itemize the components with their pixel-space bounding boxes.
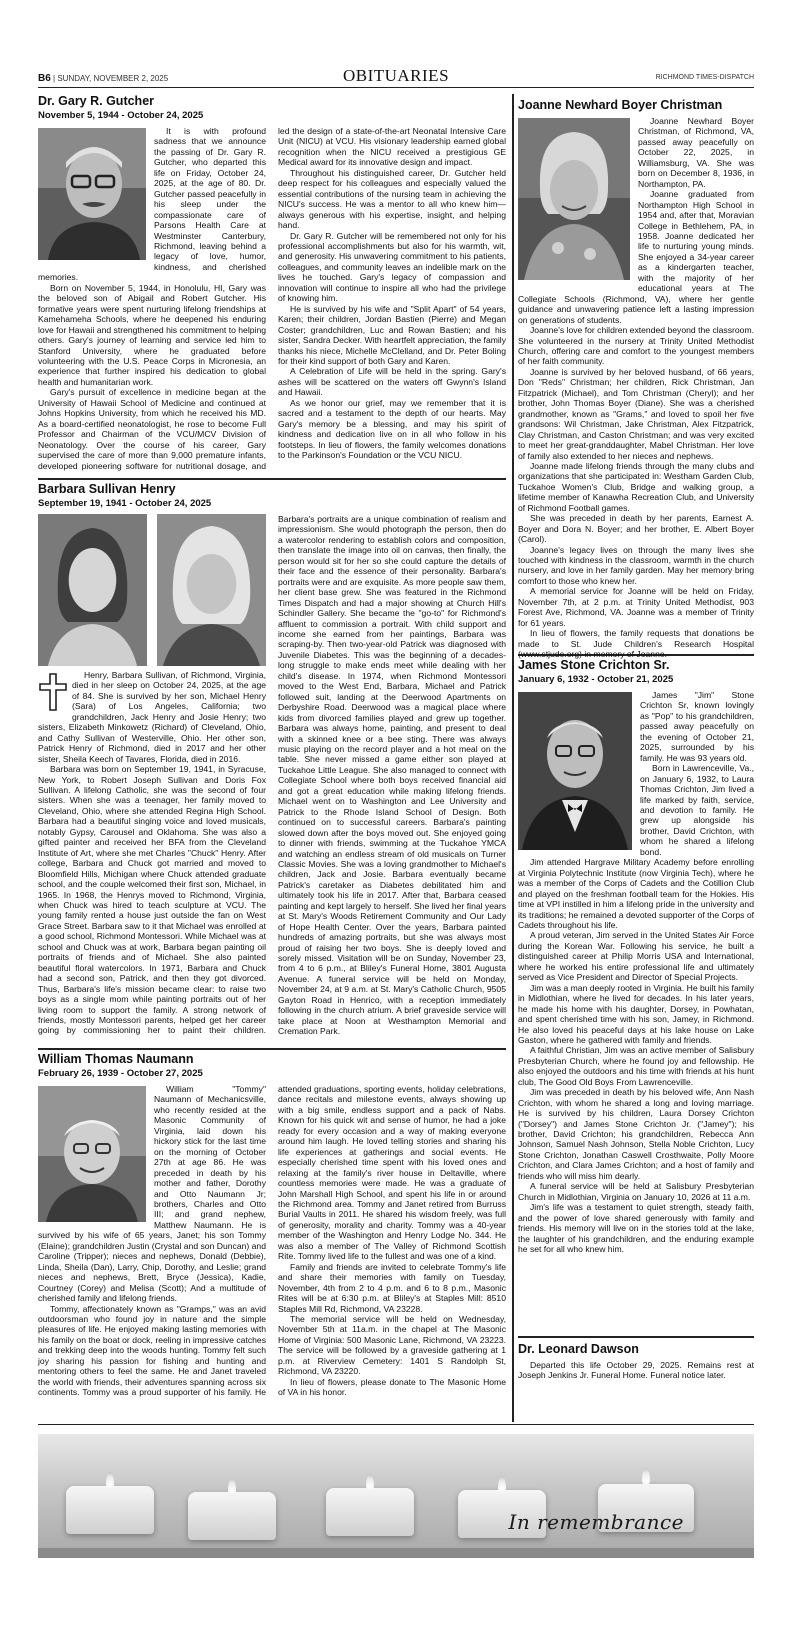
obituary-paragraph: Dr. Gary R. Gutcher will be remembered not only for his professional accomplishments but also for his warmth, wit, and generosity. His unwavering commitment to his patients, colleagues, and community leaves an indelible mark on the lives he touched. Gary's legacy of compassion and innovation will continue to inspire all who had the privilege of knowing him. xyxy=(278,230,506,304)
obituary-paragraph: He is survived by his wife and "Split Apart" of 54 years, Karen; their children, Jordan Bastien (Pierre) and Megan Coster; grandchildren, Luc and Rowan Bastien; and his sister, Sandra Decker. With heartfelt appreciation, the family thanks his niece, Michelle McClelland, and Dr. Peter Boling for their kind support of both Gary and Karen. xyxy=(278,303,506,366)
obituary-crichton xyxy=(518,658,754,1332)
obituary-paragraph: Joanne's legacy lives on through the many lives she touched with kindness in the classroom, warmth in the church nursery, and love in her family garden. May her memory bring comfort to those who knew her. xyxy=(518,544,754,586)
obituary-paragraph: Barbara was born on September 19, 1941, in Syracuse, New York, to Robert Joseph Sullivan and Doris Fox Sullivan. A lifelong Catholic, she was the second of four sisters. When she was a teenager, her family moved to Cleveland, Ohio, where she attended Regina High School. Barbara had a beautiful singing voice and loved musicals, notably Gypsy, Carousel and Oklahoma. She was also a gifted painter and received her BFA from the Cleveland Institute of Art, where she met Charles "Chuck" Henry. After college, Barbara and Chuck got married and moved to Bloomfield Hills, Michigan where Chuck attended graduate school, and the couple welcomed their first son, Michael, in 1965. In 1968, the Henrys moved to Richmond, Virginia, when Chuck was hired to teach sculpture at VCU. The young family rented a house just outside the fan on West Grace Street. Barbara saw to it that Michael was enrolled at a good school, Richmond Montessori. While Michael was at school and Chuck was at work, Barbara began painting oil portraits of friends and of Michael. She also painted beautiful floral watercolors. In 1971, Barbara and Chuck had a second son, Patrick, and then they got divorced. Thus, Barbara's life's mission became clear: to raise two boys as a single mom while painting portraits out of her living room to support the family. A strong network of friends, mostly Montessori parents, helped get her career going by commissioning her to paint their children. Barbara's portraits are a unique combination of realism and impressionism. She would photograph the person, then do a watercolor rendering to establish colors and composition, then translate the image into oil on canvas, then finally, the person would sit for her so she could capture the details of their face and the essence of their personality. Barbara's portraits were and are exquisite. As more people saw them, her client base grew. She was featured in the Richmond Times Dispatch and had a major showing at Church Hill's Schindler Gallery. She became the "go-to" for Richmond's affluent to commission a portrait. With child support and income she earned from her paintings, Barbara was scraping-by. Then two-year-old Patrick was diagnosed with Juvenile Diabetes. This was the beginning of a decades-long struggle to make ends meet while dealing with her child's disease. In 1974, when Richmond Montessori moved to the West End, Barbara, Michael and Patrick followed suit, landing at the Deerwood Apartments on Derbyshire Road. Deerwood was a magical place where kids from divorced families played and grew up together. Barbara was always home, painting, and present to deal with a skinned knee or a bee sting. There was always music playing on the record player and a hot meal on the table. She never missed a game either son played at Tuckahoe Little League. She also managed to connect with Collegiate School where both boys received financial aid and got a great education while making lifelong friends. Michael went on to Washington and Lee University and Patrick to the Rhode Island School of Design. Both continued on to successful careers. Barbara's painting slowed down after the boys moved out. She enjoyed going to dinner with friends, swimming at the Tuckahoe YMCA and watching an endless stream of old musicals on Turner Classic Movies. She was a loving grandmother to Michael's children, Jack and Josie. Barbara eventually became Patrick's caretaker as Diabetes debilitated him and ultimately took his life in 2017. After that, Barbara ceased painting and kept largely to herself. She lived her final years at St. Mary's Woods Retirement Community and Our Lady of Hope Health Center. Over the years, Barbara painted hundreds of amazing portraits, but she was always most proud of raising her two boys. She is deeply loved and sorely missed. Visitation will be on Sunday, November 23, from 4 to 6 p.m., at Bliley's Funeral Home, 3801 Augusta Avenue. A funeral service will be held on Monday, November 24, at 9 a.m. at St. Mary's Catholic Church, 9505 Gayton Road in Henrico, with a reception immediately following in the church atrium. A brief graveside service will take place at Noon at Westhampton Memorial and Cremation Park. xyxy=(38,514,506,1037)
obituary-body xyxy=(518,690,754,1254)
section-title: OBITUARIES xyxy=(342,66,450,85)
obituary-christman xyxy=(518,98,754,660)
candle-flame xyxy=(642,1468,650,1486)
obituary-henry xyxy=(38,482,506,1044)
portrait-photos xyxy=(38,514,266,666)
obituary-body xyxy=(38,126,506,471)
remembrance-banner xyxy=(38,1434,754,1558)
obituary-paragraph: A proud veteran, Jim served in the United States Air Force during the Korean War. Following his service, he built a distinguished career at Philip Morris USA and International, where he worked his entire professional life and ultimately served as Vice President and Director of Special Projects. xyxy=(518,930,754,983)
section-divider xyxy=(38,1048,506,1050)
obituary-paragraph: James "Jim" Stone Crichton Sr, known lovingly as "Pop" to his grandchildren, passed away peacefully on the evening of October 21, 2025, surrounded by his family. He was 93 years old. xyxy=(640,690,754,763)
obituary-paragraph: Throughout his distinguished career, Dr. Gutcher held deep respect for his colleagues and especially valued the essential contributions of the nursing team in achieving the NICU's success. He was a mentor to all who knew him—always generous with his expertise, insight, and helping hand. xyxy=(278,167,506,231)
candle-flame xyxy=(228,1478,236,1496)
portrait-photo xyxy=(38,128,146,260)
portrait-photo-young xyxy=(38,514,147,666)
section-divider xyxy=(38,1424,754,1425)
obituary-paragraph: Gary's pursuit of excellence in medicine began at the University of Hawaii School of Medicine and continued at Johns Hopkins University, from which he received his MD. As a board-certified neonatologist, he rose to become Full Professor and Chairman of the VCU/MCV Division of Neonatology. Over the course of his career, Gary supervised the care of more than 9,000 premature infants, developed pioneering software for nutritional dosage, and led the design of a state-of-the-art Neonatal Intensive Care Unit (NICU) at VCU. His visionary leadership earned global recognition when the NICU received a prestigious GE Medical award for its innovative design and impact. xyxy=(38,126,506,471)
obituary-dates: November 5, 1944 - October 24, 2025 xyxy=(38,110,204,121)
obituary-paragraph: A faithful Christian, Jim was an active member of Salisbury Presbyterian Church, where he found joy and fellowship. He also enjoyed the outdoors and his time with friends at his hunt club, The Good Old Boys From Lawrenceville. xyxy=(518,1045,754,1087)
obituary-name: Barbara Sullivan Henry xyxy=(38,482,176,496)
candle-flame xyxy=(366,1474,374,1492)
obituary-dates: January 6, 1932 - October 21, 2025 xyxy=(518,674,674,685)
obituary-paragraph: Jim's life was a testament to quiet strength, steady faith, and the power of love shared generously with family and friends. His memory will live on in the stories told at the lake, the laughter of his grandchildren, and the enduring example he set for all who knew him. xyxy=(518,1202,754,1255)
obituary-name: Joanne Newhard Boyer Christman xyxy=(518,98,723,112)
page-dateline: B6 | SUNDAY, NOVEMBER 2, 2025 xyxy=(38,73,169,84)
section-divider xyxy=(518,1336,754,1338)
portrait-photo xyxy=(38,1086,146,1222)
candle-image xyxy=(326,1488,414,1536)
obituary-dates: September 19, 1941 - October 24, 2025 xyxy=(38,498,212,509)
obituary-paragraph: Joanne Newhard Boyer Christman, of Richmond, VA, passed away peacefully on October 22, 2025, in Williamsburg, VA. She was born on December 8, 1936, in Northampton, PA. xyxy=(638,116,754,189)
obituary-paragraph: Jim was a man deeply rooted in Virginia. He built his family in Midlothian, where he lived for decades. In his later years, he made his home with his daughter, Dorsey, in Powhatan, and spent cherished time with his son, Jamey, in Richmond. He also loved his peaceful days at his lake house on Lake Gaston, where he gathered with family and friends. xyxy=(518,982,754,1045)
candle-flame xyxy=(106,1472,114,1490)
obituary-paragraph: As we honor our grief, may we remember that it is sacred and a testament to the depth of our hearts. May Gary's memory be a blessing, and may his spirit of kindness and dedication live on in all who follow in his footsteps. In lieu of flowers, the family welcomes donations to the Parkinson's Foundation or the VCU NICU. xyxy=(278,397,506,461)
candle-image xyxy=(66,1486,154,1534)
obituary-paragraph: It is with profound sadness that we announce the passing of Dr. Gary R. Gutcher, who departed this life on Friday, October 24, 2025, at the age of 80. Dr. Gutcher passed peacefully in his sleep under the compassionate care of Parsons Health Care at Westminster Canterbury, Richmond, leaving behind a legacy of love, humor, kindness, and cherished memories. xyxy=(38,126,266,283)
candle-flame xyxy=(498,1476,506,1494)
obituary-paragraph: Family and friends are invited to celebrate Tommy's life and share their memories with family on Tuesday, November, 4th from 2 to 4 p.m. and 6 to 8 p.m., Masonic Rites will be at 6:30 p.m. at Bliley's at Staples Mill: 8510 Staples Mill Rd, Richmond, VA 23228. xyxy=(278,1261,506,1314)
obituary-body xyxy=(38,514,506,1037)
obituary-paragraph: Joanne graduated from Northampton High School in 1954 and, after that, Moravian College in Bethlehem, PA, in 1958. Joanne dedicated her life to nurturing young minds. She enjoyed a 34-year career as a kindergarten teacher, with the majority of her educational years at The Collegiate Schools (Richmond, VA), where her gentle guidance and unwavering patience left a lasting impression on generations of students. xyxy=(518,189,754,325)
obituary-paragraph: A funeral service will be held at Salisbury Presbyterian Church in Midlothian, Virginia on January 10, 2026 at 11 a.m. xyxy=(518,1181,754,1202)
issue-date: SUNDAY, NOVEMBER 2, 2025 xyxy=(57,74,169,83)
obituary-paragraph: Henry, Barbara Sullivan, of Richmond, Virginia, died in her sleep on October 24, 2025, at the age of 84. She is survived by her son, Michael Henry (Sara) of Los Angeles, California; two grandchildren, Jack Henry and Josie Henry; two sisters, Elizabeth Minkowetz (Richard) of Cleveland, Ohio, and Cathy Sullivan of Westerville, Ohio. Her other son, Patrick Henry of Richmond, died in 2017 and her other sister, Sheila Keech of Tavares, Florida, died in 2016. xyxy=(38,670,266,764)
cross-icon xyxy=(38,672,68,712)
obituary-paragraph: In lieu of flowers, please donate to The Masonic Home of VA in his honor. xyxy=(278,1376,506,1398)
obituary-paragraph: Born in Lawrenceville, Va., on January 6, 1932, to Laura Thomas Crichton, Jim lived a life marked by faith, service, and devotion to family. He grew up alongside his brother, David Crichton, with whom he shared a lifelong bond. xyxy=(640,763,754,857)
obituary-paragraph: Jim was preceded in death by his beloved wife, Ann Nash Crichton, with whom he shared a long and loving marriage. He is survived by his children, Laura Dorsey Crichton ("Dorsey") and James Stone Crichton Jr. ("Jamey"); his brother, David Crichton; his grandchildren, Rebecca Ann Johnson, Samuel Nash Johnson, Stella Noble Crichton, Lucy Stone Crichton, Jonathan Caswell Crosthwaite, Polly Moore Crichton, and Clara James Crichton; and a host of family and friends who will miss him dearly. xyxy=(518,1087,754,1181)
page-header xyxy=(38,66,754,88)
obituary-paragraph: Tommy, affectionately known as "Gramps," was an avid outdoorsman who found joy in nature and the simple pleasures of life. He enjoyed making lasting memories with his family on the boat or dock, reeling in impressive catches and trekking deep into the woods hunting. Tommy felt such joy sharing his passion for fishing and hunting and mentoring others to feel the same. He and Janet traveled the world with friends, their adventures spanning across six continents. Tommy was a proud supporter of his family. He attended graduations, sporting events, holiday celebrations, dance recitals and milestone events, always showing up with a big smile, endless support and a pack of Nabs. Known for his quick wit and sense of humor, he had a joke ready for every occasion and a way of making everyone around him laugh. He loved telling stories and sharing his life experiences at gatherings and social events. He especially cherished time spent with his loved ones and relaxing at the family's river house in Deltaville, where countless memories were made. He was a graduate of John Marshall High School, and spent his life in or around the Richmond area. Tommy and Janet retired from Burruss Burial Vaults in 2011. He shared his wisdom freely, was full of generosity, morality and charity. Tommy was a 40-year member of the Washington and Henry Lodge No. 344. He was also a member of The Valley of Richmond Scottish Rite. Tommy lived life to the fullest and was one of a kind. xyxy=(38,1084,506,1398)
obituary-paragraph: In lieu of flowers, the family requests that donations be made to St. Jude Children's Research Hospital (www.stjude.org) in memory of Joanne. xyxy=(518,628,754,660)
obituary-paragraph: Departed this life October 29, 2025. Remains rest at Joseph Jenkins Jr. Funeral Home. Funeral notice later. xyxy=(518,1360,754,1381)
obituary-paragraph: Joanne's love for children extended beyond the classroom. She volunteered in the nursery at Trinity United Methodist Church, offering care and comfort to the youngest members of her faith community. xyxy=(518,325,754,367)
obituary-paragraph: Jim attended Hargrave Military Academy before enrolling at Virginia Polytechnic Institute (now Virginia Tech), where he was a member of the Corps of Cadets and the Cotillion Club and played on the freshman football team for the Hokies. His time at VPI instilled in him a lifelong pride in the university and its traditions; he remained a devoted supporter of the Corps of Cadets throughout his life. xyxy=(518,857,754,930)
obituary-dates: February 26, 1939 - October 27, 2025 xyxy=(38,1068,203,1079)
obituary-paragraph: The memorial service will be held on Wednesday, November 5th at 11a.m. in the chapel at The Masonic Home of Virginia: 500 Masonic Lane, Richmond, VA 23223. The service will be followed by a graveside gathering at 1 p.m. at Riverview Cemetery: 1401 S Randolph St, Richmond, VA 23220. xyxy=(278,1313,506,1377)
obituary-body xyxy=(38,1084,506,1398)
obituary-body xyxy=(518,116,754,660)
page-number: B6 xyxy=(38,73,51,84)
obituary-name: Dr. Gary R. Gutcher xyxy=(38,94,155,108)
obituary-paragraph: Joanne is survived by her beloved husband, of 66 years, Don "Reds" Christman; her children, Rick Christman, Jan Fitzpatrick (Michael), and Tom Christman (Cheryl); and her brother, John Thomas Boyer (Diane). She was a cherished grandmother, known as "Grams," and loved to spoil her five grandsons: Wil Christman, Jake Christman, Alex Fitzpatrick, Clay Christman, and Caston Christman; and was very excited to meet her great-granddaughter, Mabel Christman. Her love of family also extended to her nieces and nephews. xyxy=(518,366,754,461)
obituary-paragraph: A memorial service for Joanne will be held on Friday, November 7th, at 2 p.m. at Trinity United Methodist, 903 Forest Ave, Richmond, VA. Joanne was a member of Trinity for 61 years. xyxy=(518,586,754,628)
remembrance-script: In remembrance xyxy=(508,1510,684,1534)
candle-image xyxy=(188,1492,276,1540)
obituary-dawson xyxy=(518,1342,754,1420)
obituary-paragraph: Born on November 5, 1944, in Honolulu, HI, Gary was the beloved son of Abigail and Robert Gutcher. His formative years were spent nurturing lifelong friendships at Kamehameha Schools, where he deepened his enduring love for Hawaii and strengthened his commitment to helping others. Gary's journey of learning and service led him to Stanford University, where he graduated before volunteering with the U.S. Peace Corps in Micronesia, an experience that further inspired his dedication to global health and humanitarian work. xyxy=(38,282,266,387)
portrait-photo-older xyxy=(157,514,266,666)
obituary-paragraph: A Celebration of Life will be held in the spring. Gary's ashes will be scattered on the waters off Gwynn's Island and Hawaii. xyxy=(278,366,506,398)
obituary-paragraph: Joanne made lifelong friends through the many clubs and organizations that she participated in: Westham Garden Club, Tuckahoe Women's Club, Bridge and walking group, a lifetime member of Kanawha Recreation Club, and University of Richmond Football games. xyxy=(518,460,754,513)
portrait-photo xyxy=(518,692,632,850)
newspaper-name: RICHMOND TIMES-DISPATCH xyxy=(655,74,754,81)
section-divider xyxy=(38,478,506,480)
portrait-photo xyxy=(518,118,630,280)
column-divider xyxy=(512,94,514,1422)
banner-strip xyxy=(38,1548,754,1558)
obituary-name: Dr. Leonard Dawson xyxy=(518,1342,639,1356)
obituary-body xyxy=(518,1360,754,1381)
obituary-name: William Thomas Naumann xyxy=(38,1052,194,1066)
obituary-naumann xyxy=(38,1052,506,1420)
obituary-paragraph: William "Tommy" Naumann of Mechanicsville, who recently resided at the Masonic Community of Virginia, laid down his hickory stick for the last time on the morning of October 27th at age 86. He was preceded in death by his mother and father, Dorothy and Otto Naumann Jr; brothers, Charles and Otto III; and grand nephew, Matthew Naumann. He is survived by his wife of 65 years, Janet; his son Tommy (Elaine); grandchildren Justin (Crystal and son Duncan) and Caroline (Tripper); nieces and nephews, Donald (Debbie), Linda, Sheila (Dan), Larry, Chip, Dorothy, and Leslie; grand nieces and nephews, Brett, Bryce (Jessica), Kadie, Courtney (Corey) and Melisa (Scott); And a multitude of cherished family and lifelong friends. xyxy=(38,1084,266,1304)
obituary-paragraph: She was preceded in death by her parents, Earnest A. Boyer and Dora N. Boyer; and her brother, E. Albert Boyer (Carol). xyxy=(518,513,754,545)
obituary-gutcher xyxy=(38,94,506,474)
obituary-name: James Stone Crichton Sr. xyxy=(518,658,670,672)
